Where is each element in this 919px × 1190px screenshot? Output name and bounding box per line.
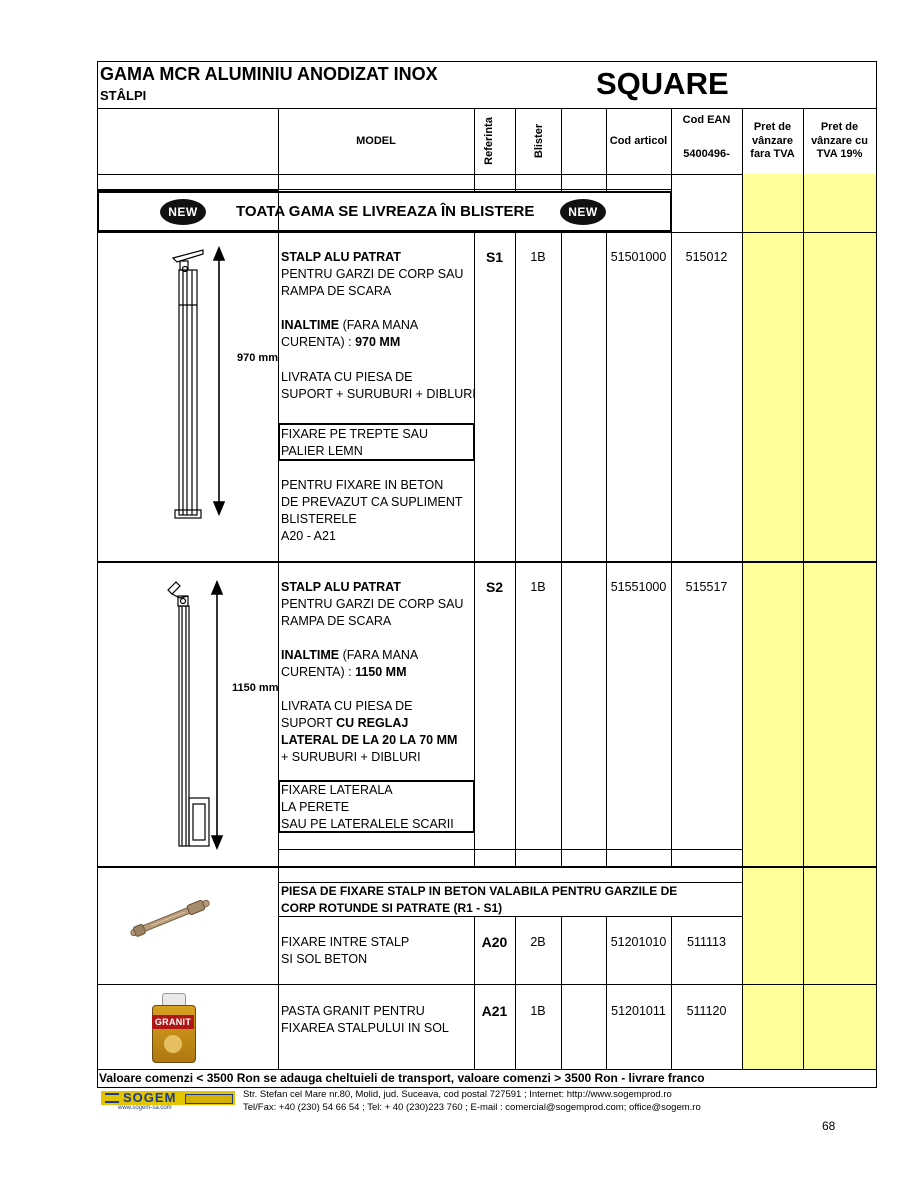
banner-text: TOATA GAMA SE LIVREAZA ÎN BLISTERE bbox=[236, 203, 535, 220]
post-s2-drawing bbox=[160, 578, 235, 853]
col-model: MODEL bbox=[356, 135, 396, 147]
blister-value: 1B bbox=[530, 1004, 546, 1018]
post-s1-drawing bbox=[165, 240, 235, 525]
col-referinta: Referinta bbox=[483, 117, 495, 165]
col-pret-fara-tva: Pret de vânzare fara TVA bbox=[750, 121, 795, 160]
cod-articol-value: 51501000 bbox=[610, 250, 667, 264]
new-badge-left: NEW bbox=[160, 199, 206, 225]
product-name: STALP ALU PATRAT bbox=[281, 250, 401, 264]
ean-value: 511120 bbox=[686, 1004, 727, 1018]
accessory-heading: PIESA DE FIXARE STALP IN BETON VALABILA PENTRU GARZILE DE bbox=[281, 884, 678, 898]
blister-value: 1B bbox=[530, 580, 546, 594]
cod-articol-value: 51551000 bbox=[610, 580, 667, 594]
dimension-label: 970 mm bbox=[237, 352, 278, 364]
catalog-title: GAMA MCR ALUMINIU ANODIZAT INOX bbox=[100, 64, 438, 84]
anchor-bolt-image bbox=[120, 893, 220, 943]
ean-value: 511113 bbox=[687, 935, 726, 949]
cod-articol-value: 51201010 bbox=[610, 935, 667, 949]
company-contact: Tel/Fax: +40 (230) 54 66 54 ; Tel: + 40 (230)223 760 ; E-mail : comercial@sogemprod.com; office@sogem.ro bbox=[243, 1102, 701, 1113]
price-column-with-vat bbox=[804, 174, 876, 1069]
product-name: STALP ALU PATRAT bbox=[281, 580, 401, 594]
company-address: Str. Stefan cel Mare nr.80, Molid, jud. Suceava, cod postal 727591 ; Internet: http://www.sogemprod.ro bbox=[243, 1089, 672, 1100]
sogem-logo: SOGEM bbox=[101, 1091, 235, 1105]
blister-value: 2B bbox=[530, 935, 546, 949]
granite-paste-can: GRANIT bbox=[152, 993, 194, 1063]
col-cod-articol: Cod articol bbox=[609, 135, 668, 147]
ref-value: A20 bbox=[481, 934, 508, 950]
dimension-label: 1150 mm bbox=[232, 682, 279, 694]
blister-value: 1B bbox=[530, 250, 546, 264]
ean-value: 515012 bbox=[685, 250, 728, 264]
page-number: 68 bbox=[822, 1119, 836, 1133]
ref-value: S2 bbox=[485, 579, 504, 595]
col-cod-ean: Cod EAN 5400496- bbox=[682, 114, 731, 160]
price-column-no-vat bbox=[742, 174, 803, 1069]
series-name: SQUARE bbox=[596, 66, 729, 101]
catalog-subtitle: STÂLPI bbox=[100, 88, 147, 103]
accessory-desc: FIXARE INTRE STALP bbox=[281, 935, 410, 949]
new-badge-right: NEW bbox=[560, 199, 606, 225]
ref-value: A21 bbox=[481, 1003, 508, 1019]
shipping-notice: Valoare comenzi < 3500 Ron se adauga cheltuieli de transport, valoare comenzi > 3500 Ron - livrare franco bbox=[99, 1071, 705, 1085]
col-blister: Blister bbox=[533, 123, 545, 159]
ean-value: 515517 bbox=[685, 580, 728, 594]
cod-articol-value: 51201011 bbox=[611, 1004, 666, 1018]
ref-value: S1 bbox=[485, 249, 504, 265]
accessory-desc: PASTA GRANIT PENTRU bbox=[281, 1004, 425, 1018]
col-pret-cu-tva: Pret de vânzare cu TVA 19% bbox=[811, 121, 868, 160]
sogem-logo-url: www.sogem-sa.com bbox=[118, 1105, 172, 1111]
